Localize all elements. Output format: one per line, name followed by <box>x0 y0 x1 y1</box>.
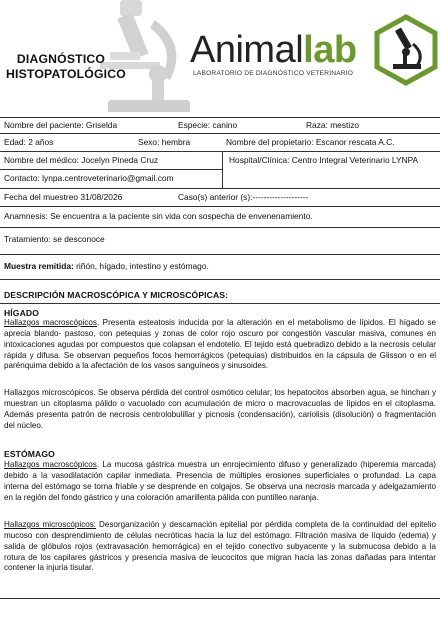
description-title: DESCRIPCIÓN MACROSCÓPICA Y MICROSCÓPICAS: <box>4 290 229 300</box>
treatment: Tratamiento: se desconoce <box>4 234 105 244</box>
report-title-line1: DIAGNÓSTICO <box>16 52 106 66</box>
brand-name-part2: lab <box>303 29 357 71</box>
grid-line <box>0 279 440 280</box>
doctor-name: Nombre del médico: Jocelyn Pineda Cruz <box>4 155 159 165</box>
clinic-name: Hospital/Clínica: Centro Integral Veterinario LYNPA <box>229 155 419 165</box>
grid-line <box>0 169 222 170</box>
contact-email: Contacto: lynpa.centroveterinario@gmail.com <box>4 173 174 183</box>
stomach-micro-findings <box>4 520 436 574</box>
report-title <box>6 52 126 82</box>
report-title-line2: HISTOPATOLÓGICO <box>6 67 126 81</box>
patient-name: Nombre del paciente: Griselda <box>4 120 118 130</box>
sample-date: Fecha del muestreo 31/08/2026 <box>4 192 123 202</box>
hexagon-microscope-logo-icon <box>373 14 439 86</box>
stomach-macro-findings <box>4 460 436 503</box>
sample-submitted-label: Muestra remitida: <box>4 261 74 271</box>
report-header <box>0 0 440 112</box>
grid-line <box>0 303 440 304</box>
stomach-micro-label: Hallazgos microscópicos: <box>4 520 97 529</box>
brand-name <box>190 30 357 70</box>
anamnesis: Anamnesis: Se encuentra a la paciente sin vida con sospecha de envenenamiento. <box>4 211 313 221</box>
owner-name: Nombre del propietario: Escanor rescata A.C. <box>226 137 395 147</box>
grid-line <box>0 227 440 228</box>
stomach-macro-label: Hallazgos macroscópicos <box>4 460 97 469</box>
liver-title: HÍGADO <box>4 308 39 318</box>
animallab-logo <box>190 30 400 80</box>
liver-micro-findings: Hallazgos microscópicos. Se observa pérdida del control osmótico celular; los hepatocitos absorben agua, se hinchan y muestran un citoplasma pálido o vacuolado con acumulación de micro o macrovacuolas de lípidos en el citoplasma. Además presenta patrón de necrosis centrolobulillar y picnosis (condensación), cariolisis (disolución) o fragmentación del núcleo. <box>4 388 436 430</box>
grid-line <box>0 206 440 207</box>
liver-macro-label: Hallazgos macroscópicos <box>4 318 97 327</box>
grid-line <box>0 151 440 152</box>
liver-macro-text: . Presenta esteatosis inducida por la alteración en el metabolismo de lípidos. El hígado se aprecia blando- pastoso, con petequias y zonas de color rojo oscuro por congestión vascular masiva, comunes en intoxicaciones agudas por compuestos que colapsan el endotelio. El tejido está quebradizo debido a la necrosis celular rápida y difusa. Se observan pequeños focos hemorrágicos (petequias) distribuidos en la cápsula de Glisson o en el parénquima debido a la afectación de los vasos sanguíneos y sinusoides. <box>4 318 436 371</box>
liver-macro-findings <box>4 318 436 372</box>
patient-species: Especie: canino <box>178 120 238 130</box>
grid-line <box>0 254 440 255</box>
stomach-macro-text: . La mucosa gástrica muestra un enrojecimiento difuso y generalizado (hiperemia marcada) debido a la vasodilatación capilar inmediata. Presencia de múltiples erosiones superficiales o profundad. La capa interna del estómago se torna friable y se desprende en colgajos. Se observa una necrosis marcada y adelgazamiento en la región del fondo gástrico y una coloración amarillenta pálida con puntilleo naranja. <box>4 460 436 502</box>
patient-sex: Sexo: hembra <box>138 137 191 147</box>
sample-submitted <box>4 261 209 272</box>
stomach-micro-text: Desorganización y descamación epitelial por pérdida completa de la continuidad del epitelio mucoso con desprendimiento de células necróticas hacia la luz del estómago. Filtración masiva de líquido (edema) y salida de glóbulos rojos (extravasación hemorrágica) en el tejido conectivo subyacente y la submucosa debido a la rotura de los capilares gástricos y presencia masiva de leucocitos que migran hacia las zonas dañadas para intentar contener la injuria tisular. <box>4 520 436 573</box>
brand-name-part1: Animal <box>190 29 304 71</box>
stomach-title: ESTÓMAGO <box>4 449 55 459</box>
brand-subtitle: LABORATORIO DE DIAGNÓSTICO VETERINARIO <box>193 70 354 77</box>
grid-divider <box>222 151 223 188</box>
patient-age: Edad: 2 años <box>4 137 54 147</box>
grid-line <box>0 598 440 599</box>
grid-line <box>0 117 440 118</box>
grid-line <box>0 133 440 134</box>
sample-submitted-value: riñón, hígado, intestino y estómago. <box>73 261 209 271</box>
patient-breed: Raza: mestizo <box>306 120 360 130</box>
prior-case: Caso(s) anterior (s):-------------------- <box>178 192 309 202</box>
grid-line <box>0 188 440 189</box>
